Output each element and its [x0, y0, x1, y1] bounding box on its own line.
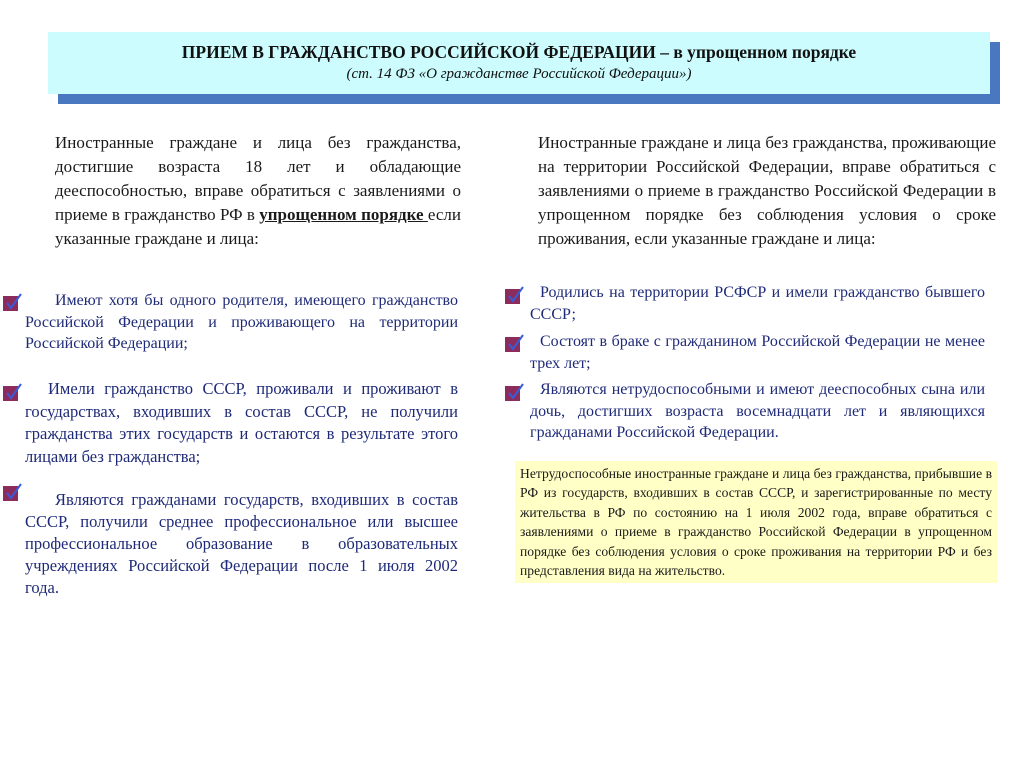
left-bullet-3: Являются гражданами государств, входивших в состав СССР, получили среднее профессиональное или высшее профессиональное образование в образовательных учреждениях Российской Федерации после 1 июля 2002 года. — [25, 490, 458, 597]
page-title: ПРИЕМ В ГРАЖДАНСТВО РОССИЙСКОЙ ФЕДЕРАЦИИ – в упрощенном порядке — [181, 42, 857, 62]
checkbox-icon — [3, 486, 18, 501]
checkbox-icon — [505, 289, 520, 304]
note-box: Нетрудоспособные иностранные граждане и лица без гражданства, прибывшие в РФ из государств, входивших в состав СССР, и зарегистрированные по месту жительства в РФ по состоянию на 1 июля 2002 года, вправе обратиться с заявлениями о приеме в гражданство Российской Федерации в упрощенном порядке без соблюдения условия о сроке проживания на территории РФ и без представления вида на жительство. — [515, 461, 997, 583]
left-intro-emphasis: упрощенном порядке — [259, 205, 428, 224]
left-intro-text: Иностранные граждане и лица без гражданства, достигшие возраста 18 лет и обладающие дееспособностью, вправе обратиться с заявлениями о приеме в гражданство РФ в — [55, 133, 461, 224]
right-bullet-3: Являются нетрудоспособными и имеют дееспособных сына или дочь, достигших возраста восемнадцати лет и являющихся гражданами Российской Федерации. — [530, 381, 985, 441]
title-box — [48, 32, 990, 94]
checkbox-icon — [3, 386, 18, 401]
checkbox-icon — [505, 386, 520, 401]
checkbox-icon — [3, 296, 18, 311]
left-intro — [55, 131, 461, 251]
left-bullet-1: Имеют хотя бы одного родителя, имеющего гражданство Российской Федерации и проживающего на территории Российской Федерации; — [25, 292, 458, 352]
left-bullet-2: Имели гражданство СССР, проживали и проживают в государствах, входивших в состав СССР, не получили гражданства этих государств и остаются в результате этого лицами без гражданства; — [25, 379, 458, 466]
right-bullet-2: Состоят в браке с гражданином Российской Федерации не менее трех лет; — [530, 333, 985, 372]
page-subtitle: (ст. 14 ФЗ «О гражданстве Российской Федерации») — [346, 66, 692, 82]
right-bullet-1: Родились на территории РСФСР и имели гражданство бывшего СССР; — [530, 284, 985, 323]
left-intro-end: если указанные граждане и лица: — [55, 205, 461, 248]
right-intro: Иностранные граждане и лица без гражданства, проживающие на территории Российской Федерации, вправе обратиться с заявлениями о приеме в гражданство Российской Федерации в упрощенном порядке без соблюдения условия о сроке проживания, если указанные граждане и лица: — [538, 133, 996, 248]
checkbox-icon — [505, 337, 520, 352]
